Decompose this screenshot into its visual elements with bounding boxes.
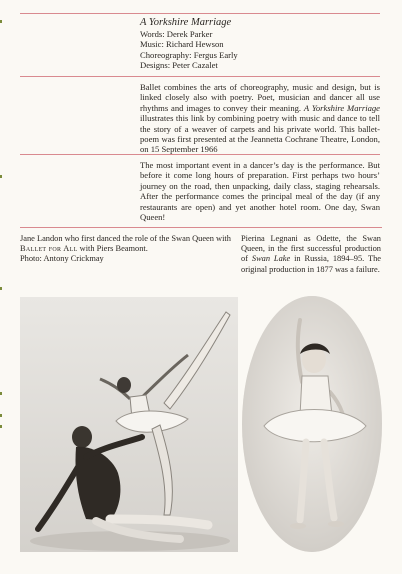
- caption-left-text-a: Jane Landon who first danced the role of the Swan Queen with: [20, 234, 231, 243]
- caption-right: [241, 234, 381, 275]
- caption-left-photo-credit: Photo: Antony Crickmay: [20, 254, 104, 264]
- ballet-title: A Yorkshire Marriage: [140, 17, 232, 28]
- paragraph-ballet-poetry: [140, 82, 380, 155]
- rule-after-credits: [20, 76, 380, 77]
- caption-right-italic: Swan Lake: [251, 254, 291, 264]
- credit-choreography: Choreography: Fergus Early: [140, 49, 238, 60]
- caption-left-company: Ballet for All: [20, 244, 78, 254]
- paragraph1-text-b: illustrates this link by combining poetry with music and dance to tell the story of a weaver of carpets and his private world. This ballet-poem was first presented at the Jeannetta Cochrane Theatre, London, on 15 September 1966: [140, 113, 380, 155]
- margin-marker: [0, 392, 2, 395]
- paragraph1-text-a: Ballet combines the arts of choreography, music and design, but is linked closely also with poetry. Poet, musician and dancer all use rhythms and images to convey their meaning.: [140, 82, 380, 113]
- paragraph1-italic-title: A Yorkshire Marriage: [303, 102, 380, 113]
- margin-marker: [0, 287, 2, 290]
- photo-swan-queen-duet: [20, 297, 238, 552]
- margin-marker: [0, 425, 2, 428]
- margin-marker: [0, 20, 2, 23]
- caption-left: [20, 234, 238, 265]
- odette-illustration: [242, 296, 382, 552]
- photo-pierina-legnani: [242, 296, 382, 552]
- paragraph-dancer-day: [140, 160, 380, 222]
- duet-illustration: [20, 297, 238, 552]
- caption-right-text-a: Pierina Legnani as Odette, the Swan Queen, in the first successful production of: [241, 234, 381, 264]
- credits-block: [140, 17, 380, 71]
- rule-after-paragraph2: [20, 227, 382, 228]
- caption-left-text-b: with Piers Beamont.: [77, 244, 148, 254]
- paragraph2-text: The most important event in a dancer’s day is the performance. But before it come long hours of preparation. First perhaps two hours’ journey on the road, then unpacking, daily class, staging rehearsals. After the performance comes the principal meal of the day (if any restaurants are open) and yet another hotel room. One day, Swan Queen!: [140, 160, 380, 223]
- credit-music: Music: Richard Hewson: [140, 39, 224, 50]
- caption-right-text-b: in Russia, 1894–95. The original production in 1877 was a failure.: [241, 254, 381, 274]
- margin-marker: [0, 414, 2, 417]
- top-rule: [20, 13, 380, 14]
- margin-marker: [0, 175, 2, 178]
- credit-designs: Designs: Peter Cazalet: [140, 60, 218, 71]
- credit-words: Words: Derek Parker: [140, 29, 213, 39]
